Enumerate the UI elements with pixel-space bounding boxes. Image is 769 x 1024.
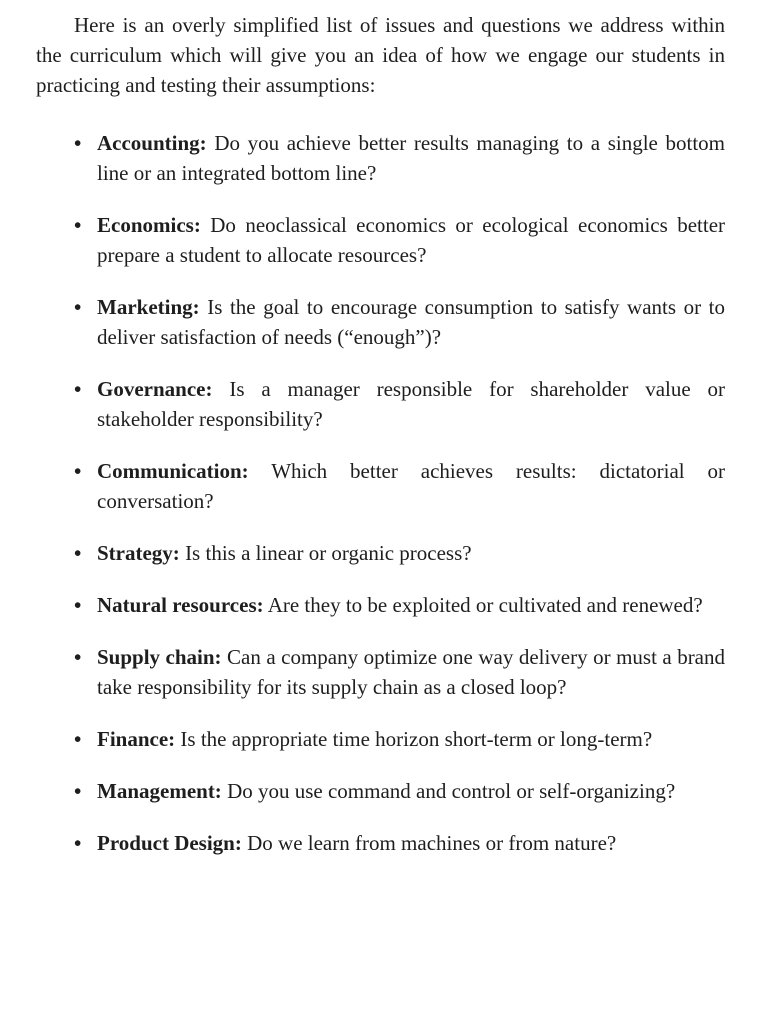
- bullet-icon: •: [74, 459, 82, 483]
- list-item: [36, 210, 725, 270]
- bullet-icon: •: [74, 213, 82, 237]
- issue-term: Natural resources:: [97, 593, 264, 617]
- bullet-icon: •: [74, 131, 82, 155]
- list-item: [36, 776, 725, 806]
- issue-question: Is the goal to encourage consumption to satisfy wants or to deliver satisfaction of needs (“enough”)?: [97, 295, 725, 349]
- list-item: [36, 538, 725, 568]
- bullet-icon: •: [74, 779, 82, 803]
- issue-question: Do you achieve better results managing to a single bottom line or an integrated bottom line?: [97, 131, 726, 185]
- list-item: [36, 456, 725, 516]
- issue-question: Is the appropriate time horizon short-term or long-term?: [180, 727, 653, 751]
- bullet-icon: •: [74, 645, 82, 669]
- issue-term: Management:: [97, 779, 222, 803]
- issue-term: Supply chain:: [97, 645, 222, 669]
- issue-term: Strategy:: [97, 541, 180, 565]
- issue-question: Do neoclassical economics or ecological economics better prepare a student to allocate resources?: [97, 213, 726, 267]
- issue-term: Finance:: [97, 727, 176, 751]
- issue-term: Governance:: [97, 377, 213, 401]
- issue-question: Which better achieves results: dictatorial or conversation?: [97, 459, 725, 513]
- issue-question: Do we learn from machines or from nature?: [247, 831, 617, 855]
- bullet-icon: •: [74, 295, 82, 319]
- issue-term: Economics:: [97, 213, 201, 237]
- issues-list: [36, 128, 725, 858]
- issue-question: Are they to be exploited or cultivated and renewed?: [267, 593, 703, 617]
- bullet-icon: •: [74, 831, 82, 855]
- bullet-icon: •: [74, 377, 82, 401]
- list-item: [36, 724, 725, 754]
- list-item: [36, 128, 725, 188]
- issue-question: Is this a linear or organic process?: [185, 541, 472, 565]
- bullet-icon: •: [74, 541, 82, 565]
- intro-paragraph: Here is an overly simplified list of issues and questions we address within the curriculum which will give you an idea of how we engage our students in practicing and testing their assumptions:: [36, 13, 725, 97]
- list-item: [36, 374, 725, 434]
- issue-question: Can a company optimize one way delivery or must a brand take responsibility for its supply chain as a closed loop?: [97, 645, 726, 699]
- list-item: [36, 292, 725, 352]
- list-item: [36, 828, 725, 858]
- issue-question: Do you use command and control or self-organizing?: [227, 779, 676, 803]
- issue-term: Product Design:: [97, 831, 242, 855]
- issue-term: Marketing:: [97, 295, 200, 319]
- bullet-icon: •: [74, 727, 82, 751]
- list-item: [36, 642, 725, 702]
- bullet-icon: •: [74, 593, 82, 617]
- issue-question: Is a manager responsible for shareholder value or stakeholder responsibility?: [97, 377, 726, 431]
- issue-term: Accounting:: [97, 131, 207, 155]
- issue-term: Communication:: [97, 459, 249, 483]
- list-item: [36, 590, 725, 620]
